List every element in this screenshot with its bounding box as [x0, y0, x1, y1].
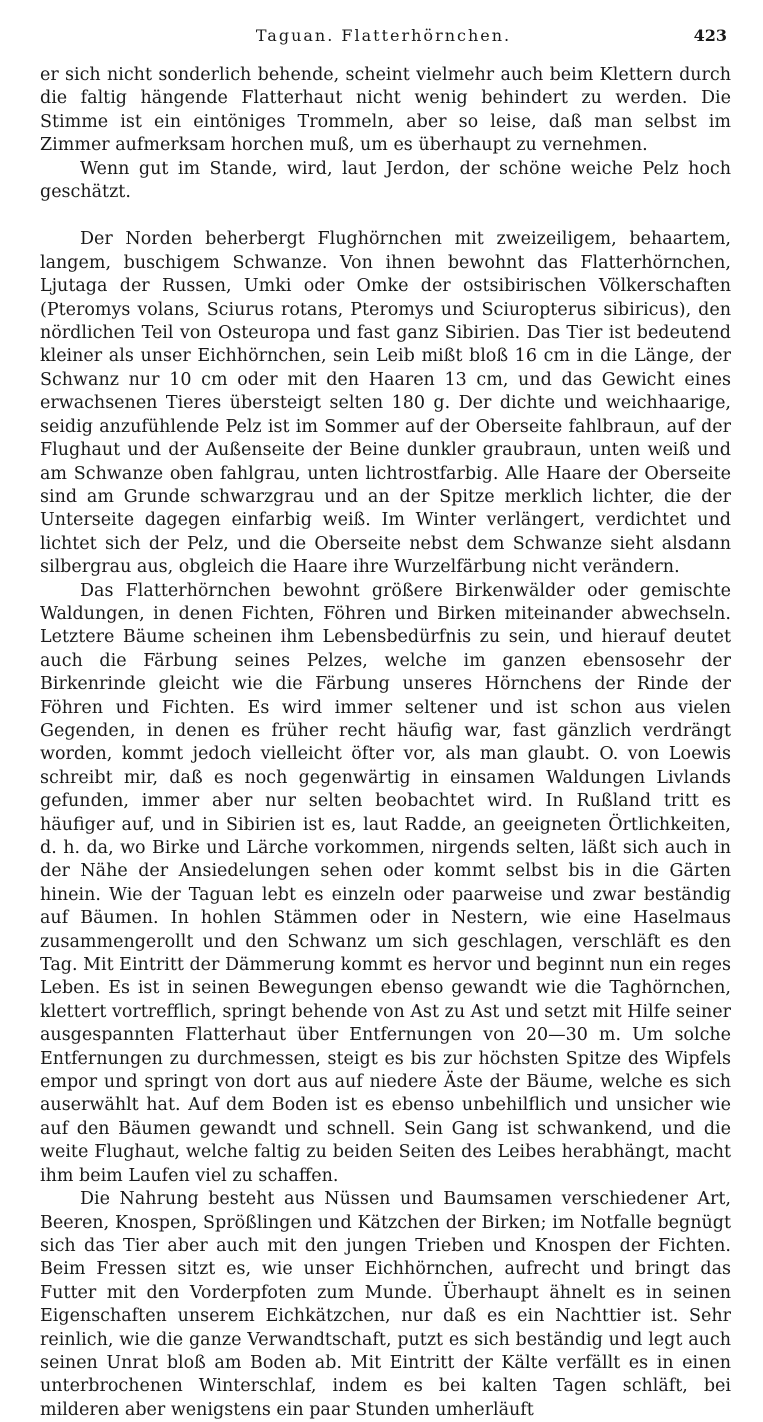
running-head: Taguan. Flatterhörnchen. [255, 26, 512, 45]
paragraph-description: Der Norden beherbergt Flughörnchen mit zweizeiligem, behaartem, langem, buschigem Schwanze. Von ihnen bewohnt das Flatterhörnchen, Ljutaga der Russen, Umki oder Omke der ostsibirischen Völkerschaften (Pteromys volans, Sciurus rotans, Pteromys und Sciuropterus sibiricus), den nördlichen Teil von Osteuropa und fast ganz Sibirien. Das Tier ist bedeutend kleiner als unser Eichhörnchen, sein Leib mißt bloß 16 cm in die Länge, der Schwanz nur 10 cm oder mit den Haaren 13 cm, und das Gewicht eines erwachsenen Tieres übersteigt selten 180 g. Der dichte und weichhaarige, seidig anzufühlende Pelz ist im Sommer auf der Oberseite fahlbraun, auf der Flughaut und der Außenseite der Beine dunkler graubraun, unten weiß und am Schwanze oben fahlgrau, unten lichtrostfarbig. Alle Haare der Oberseite sind am Grunde schwarzgrau und an der Spitze merklich lichter, die der Unterseite dagegen einfarbig weiß. Im Winter verlängert, verdichtet und lichtet sich der Pelz, und die Oberseite nebst dem Schwanze sieht alsdann silbergrau aus, obgleich die Haare ihre Wurzelfärbung nicht verändern. [40, 229, 731, 578]
paragraph-pelz: Wenn gut im Stande, wird, laut Jerdon, der schöne weiche Pelz hoch geschätzt. [40, 158, 731, 203]
page-body [40, 64, 732, 1420]
page-number: 423 [693, 26, 727, 45]
paragraph-habitat: Das Flatterhörnchen bewohnt größere Birkenwälder oder gemischte Waldungen, in denen Fichten, Föhren und Birken miteinander abwechseln. Letztere Bäume scheinen ihm Lebensbedürfnis zu sein, und hierauf deutet auch die Färbung seines Pelzes, welche im ganzen ebensosehr der Birkenrinde gleicht wie die Färbung unseres Hörnchens der Rinde der Föhren und Fichten. Es wird immer seltener und ist schon aus vielen Gegenden, in denen es früher recht häufig war, fast gänzlich verdrängt worden, kommt jedoch vielleicht öfter vor, als man glaubt. O. von Loewis schreibt mir, daß es noch gegenwärtig in einsamen Waldungen Livlands gefunden, immer aber nur selten beobachtet wird. In Rußland tritt es häufiger auf, und in Sibirien ist es, laut Radde, an geeigneten Örtlichkeiten, d. h. da, wo Birke und Lärche vorkommen, nirgends selten, läßt sich auch in der Nähe der Ansiedelungen sehen oder kommt selbst bis in die Gärten hinein. Wie der Taguan lebt es einzeln oder paarweise und zwar beständig auf Bäumen. In hohlen Stämmen oder in Nestern, wie eine Haselmaus zusammengerollt und den Schwanz um sich geschlagen, verschläft es den Tag. Mit Eintritt der Dämmerung kommt es hervor und beginnt nun ein reges Leben. Es ist in seinen Bewegungen ebenso gewandt wie die Taghörnchen, klettert vortrefflich, springt behende von Ast zu Ast und setzt mit Hilfe seiner ausgespannten Flatterhaut über Entfernungen von 20—30 m. Um solche Entfernungen zu durchmessen, steigt es bis zur höchsten Spitze des Wipfels empor und springt von dort aus auf niedere Äste der Bäume, welche es sich auserwählt hat. Auf dem Boden ist es ebenso unbehilflich und unsicher wie auf den Bäumen gewandt und schnell. Sein Gang ist schwankend, und die weite Flughaut, welche faltig zu beiden Seiten des Leibes herabhängt, macht ihm beim Laufen viel zu schaffen. [40, 580, 732, 1186]
paragraph-food: Die Nahrung besteht aus Nüssen und Baumsamen verschiedener Art, Beeren, Knospen, Sprößlingen und Kätzchen der Birken; im Notfalle begnügt sich das Tier aber auch mit den jungen Trieben und Knospen der Fichten. Beim Fressen sitzt es, wie unser Eichhörnchen, aufrecht und bringt das Futter mit den Vorderpfoten zum Munde. Überhaupt ähnelt es in seinen Eigenschaften unserem Eichkätzchen, nur daß es ein Nachttier ist. Sehr reinlich, wie die ganze Verwandtschaft, putzt es sich beständig und legt auch seinen Unrat bloß am Boden ab. Mit Eintritt der Kälte verfällt es in einen unterbrochenen Winterschlaf, indem es bei kalten Tagen schläft, bei milderen aber wenigstens ein paar Stunden umherläuft [40, 1189, 731, 1420]
paragraph-continuation: er sich nicht sonderlich behende, scheint vielmehr auch beim Klettern durch die faltig hängende Flatterhaut nicht wenig behindert zu werden. Die Stimme ist ein eintöniges Trommeln, aber so leise, daß man selbst im Zimmer aufmerksam horchen muß, um es überhaupt zu vernehmen. [40, 65, 731, 156]
page-header [40, 26, 727, 56]
